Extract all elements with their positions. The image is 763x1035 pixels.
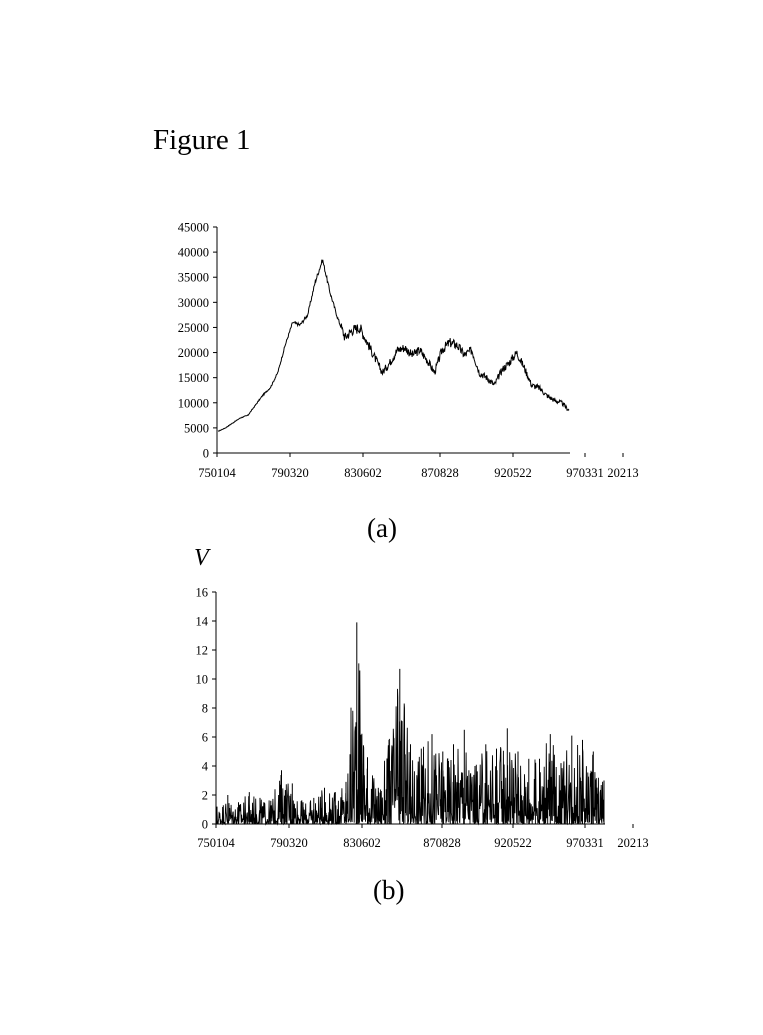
y-tick — [178, 271, 217, 285]
x-tick — [271, 453, 309, 480]
x-tick-label: 20213 — [617, 836, 649, 850]
x-tick — [494, 453, 532, 480]
y-tick-label: 25000 — [177, 320, 209, 335]
y-tick — [203, 447, 217, 461]
y-tick — [196, 644, 217, 658]
x-tick — [421, 453, 459, 480]
y-tick-label: 4 — [201, 759, 208, 774]
x-tick-label: 920522 — [494, 466, 532, 480]
y-tick — [202, 818, 216, 832]
y-tick — [202, 789, 216, 803]
y-tick — [202, 731, 216, 745]
x-tick — [566, 824, 604, 850]
y-tick-label: 16 — [195, 585, 208, 600]
figure-title: Figure 1 — [153, 124, 251, 156]
series-line — [218, 260, 569, 432]
y-tick — [178, 221, 217, 235]
x-tick — [617, 824, 648, 850]
x-tick-label: 970331 — [566, 836, 604, 850]
y-tick-label: 45000 — [177, 220, 209, 235]
y-tick-label: 0 — [202, 446, 209, 461]
x-tick-label: 970331 — [566, 466, 604, 480]
y-tick-label: 10000 — [177, 396, 209, 411]
x-tick-label: 870828 — [421, 466, 459, 480]
x-tick-label: 830602 — [344, 466, 382, 480]
y-tick-label: 35000 — [177, 270, 209, 285]
chart-b-y-axis-label: V — [194, 545, 209, 571]
y-tick — [178, 346, 217, 360]
y-tick-label: 12 — [195, 643, 208, 658]
x-tick-label: 870828 — [423, 836, 461, 850]
y-tick-label: 5000 — [184, 421, 209, 436]
x-tick — [423, 824, 461, 850]
y-tick-label: 15000 — [177, 371, 209, 386]
panel-b-label: (b) — [373, 875, 405, 905]
y-tick — [202, 702, 216, 716]
y-tick-label: 10 — [195, 672, 208, 687]
x-tick-label: 750104 — [198, 466, 236, 480]
chart-b-volatility — [160, 585, 649, 856]
y-tick-label: 8 — [201, 701, 208, 716]
x-tick-label: 790320 — [271, 466, 309, 480]
y-tick — [202, 760, 216, 774]
y-tick — [178, 396, 217, 410]
x-tick — [343, 824, 381, 850]
x-tick — [607, 453, 638, 480]
y-tick — [178, 321, 217, 335]
x-tick — [270, 824, 308, 850]
x-tick-label: 20213 — [607, 466, 639, 480]
y-tick-label: 40000 — [177, 245, 209, 260]
y-tick — [184, 421, 217, 435]
y-tick — [196, 673, 217, 687]
y-tick — [178, 246, 217, 260]
x-tick-label: 830602 — [343, 836, 381, 850]
y-tick — [178, 296, 217, 310]
y-tick-label: 2 — [201, 788, 208, 803]
y-tick-label: 30000 — [177, 295, 209, 310]
y-tick-label: 0 — [201, 817, 208, 832]
x-tick — [566, 453, 604, 480]
x-tick-label: 750104 — [197, 836, 235, 850]
y-tick-label: 14 — [195, 614, 208, 629]
y-tick — [178, 371, 217, 385]
y-tick-label: 6 — [201, 730, 208, 745]
y-tick-label: 20000 — [177, 346, 209, 361]
x-tick — [494, 824, 532, 850]
y-tick — [196, 615, 217, 629]
panel-a-label: (a) — [367, 513, 397, 543]
y-tick — [196, 586, 217, 600]
x-tick-label: 920522 — [494, 836, 532, 850]
x-tick — [344, 453, 382, 480]
x-tick-label: 790320 — [270, 836, 308, 850]
chart-a-stock-index — [160, 220, 639, 492]
